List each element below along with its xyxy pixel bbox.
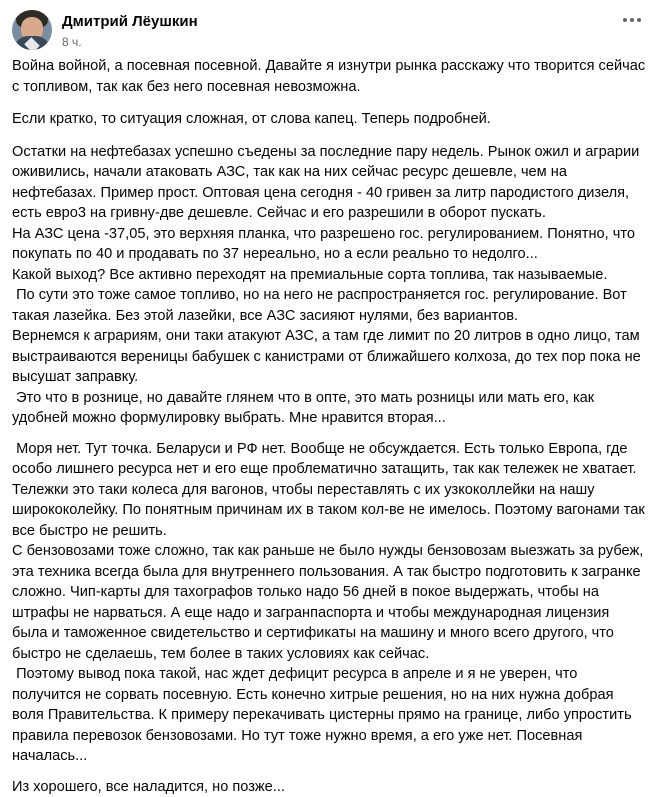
post-header xyxy=(0,0,659,56)
more-options-icon[interactable] xyxy=(619,14,645,26)
post-timestamp[interactable]: 8 ч. xyxy=(62,34,198,50)
paragraph-spacer xyxy=(12,429,647,439)
post-paragraph: Вернемся к аграриям, они таки атакуют АЗС, а там где лимит по 20 литров в одно лицо, там выстраиваются вереницы бабушек с канистрами от ближайшего колхоза, до тех пор пока не высушат заправку. xyxy=(12,326,647,388)
post-paragraph: На АЗС цена -37,05, это верхняя планка, что разрешено гос. регулированием. Понятно, что покупать по 40 и продавать по 37 нереально, но а если реально то недолго... xyxy=(12,224,647,265)
post-author-name[interactable]: Дмитрий Лёушкин xyxy=(62,12,198,31)
post-paragraph: С бензовозами тоже сложно, так как раньше не было нужды бензовозам выезжать за рубеж, эта техника всегда была для внутреннего пользования. А так быстро подготовить к загранке сложно. Чип-карты для тахографов только надо 56 дней в покое выдержать, чтобы на штрафы не нарваться. А еще надо и загранпаспорта и чтобы международная лицензия была и таможенное свидетельство и сертификаты на машину и много всего другого, что быстро не сделаешь, тем более в таких условиях как сейчас. xyxy=(12,541,647,664)
more-dot xyxy=(630,18,634,22)
more-dot xyxy=(623,18,627,22)
post-paragraph: Остатки на нефтебазах успешно съедены за последние пару недель. Рынок ожил и аграрии оживились, начали атаковать АЗС, так как на них сейчас ресурс дешевле, чем на нефтебазах. Пример прост. Оптовая цена сегодня - 40 гривен за литр пародистого дизеля, есть евро3 на гривну-две дешевле. Сейчас и его разрешили в оборот пускать. xyxy=(12,142,647,224)
post-paragraph: По сути это тоже самое топливо, но на него не распространяется гос. регулирование. Вот такая лазейка. Без этой лазейки, все АЗС засияют нулями, без вариантов. xyxy=(12,285,647,326)
user-avatar-photo[interactable] xyxy=(12,10,52,50)
post-paragraph: Война войной, а посевная посевной. Давайте я изнутри рынка расскажу что творится сейчас с топливом, так как без него посевная невозможна. xyxy=(12,56,647,97)
paragraph-spacer xyxy=(12,767,647,777)
post-paragraph: Это что в рознице, но давайте глянем что в опте, это мать розницы или мать его, как удобней можно формулировку выбрать. Мне нравится вторая... xyxy=(12,388,647,429)
post-paragraph: Из хорошего, все наладится, но позже... xyxy=(12,777,647,797)
post-paragraph: Моря нет. Тут точка. Беларуси и РФ нет. Вообще не обсуждается. Есть только Европа, где особо лишнего ресурса нет и его еще проблематично затащить, так как тележек не хватает. Тележки это таки колеса для вагонов, чтобы переставлять с их узкоколлейки на нашу ширококолейку. По понятным причинам их в таком кол-ве не имелось. Поэтому вагонами так все быстро не решить. xyxy=(12,439,647,542)
post-body xyxy=(0,56,659,797)
post-paragraph: Если кратко, то ситуация сложная, от слова капец. Теперь подробней. xyxy=(12,109,647,130)
post-paragraph: Какой выход? Все активно переходят на премиальные сорта топлива, так называемые. xyxy=(12,265,647,286)
more-dot xyxy=(637,18,641,22)
post-paragraph: Поэтому вывод пока такой, нас ждет дефицит ресурса в апреле и я не уверен, что получится не сорвать посевную. Есть конечно хитрые решения, но на них нужна добрая воля Правительства. К примеру перекачивать цистерны прямо на границе, либо упростить правила перевозок бензовозами. Но тут тоже нужно время, а его уже нет. Посевная началась... xyxy=(12,664,647,767)
post-header-text xyxy=(62,10,198,50)
